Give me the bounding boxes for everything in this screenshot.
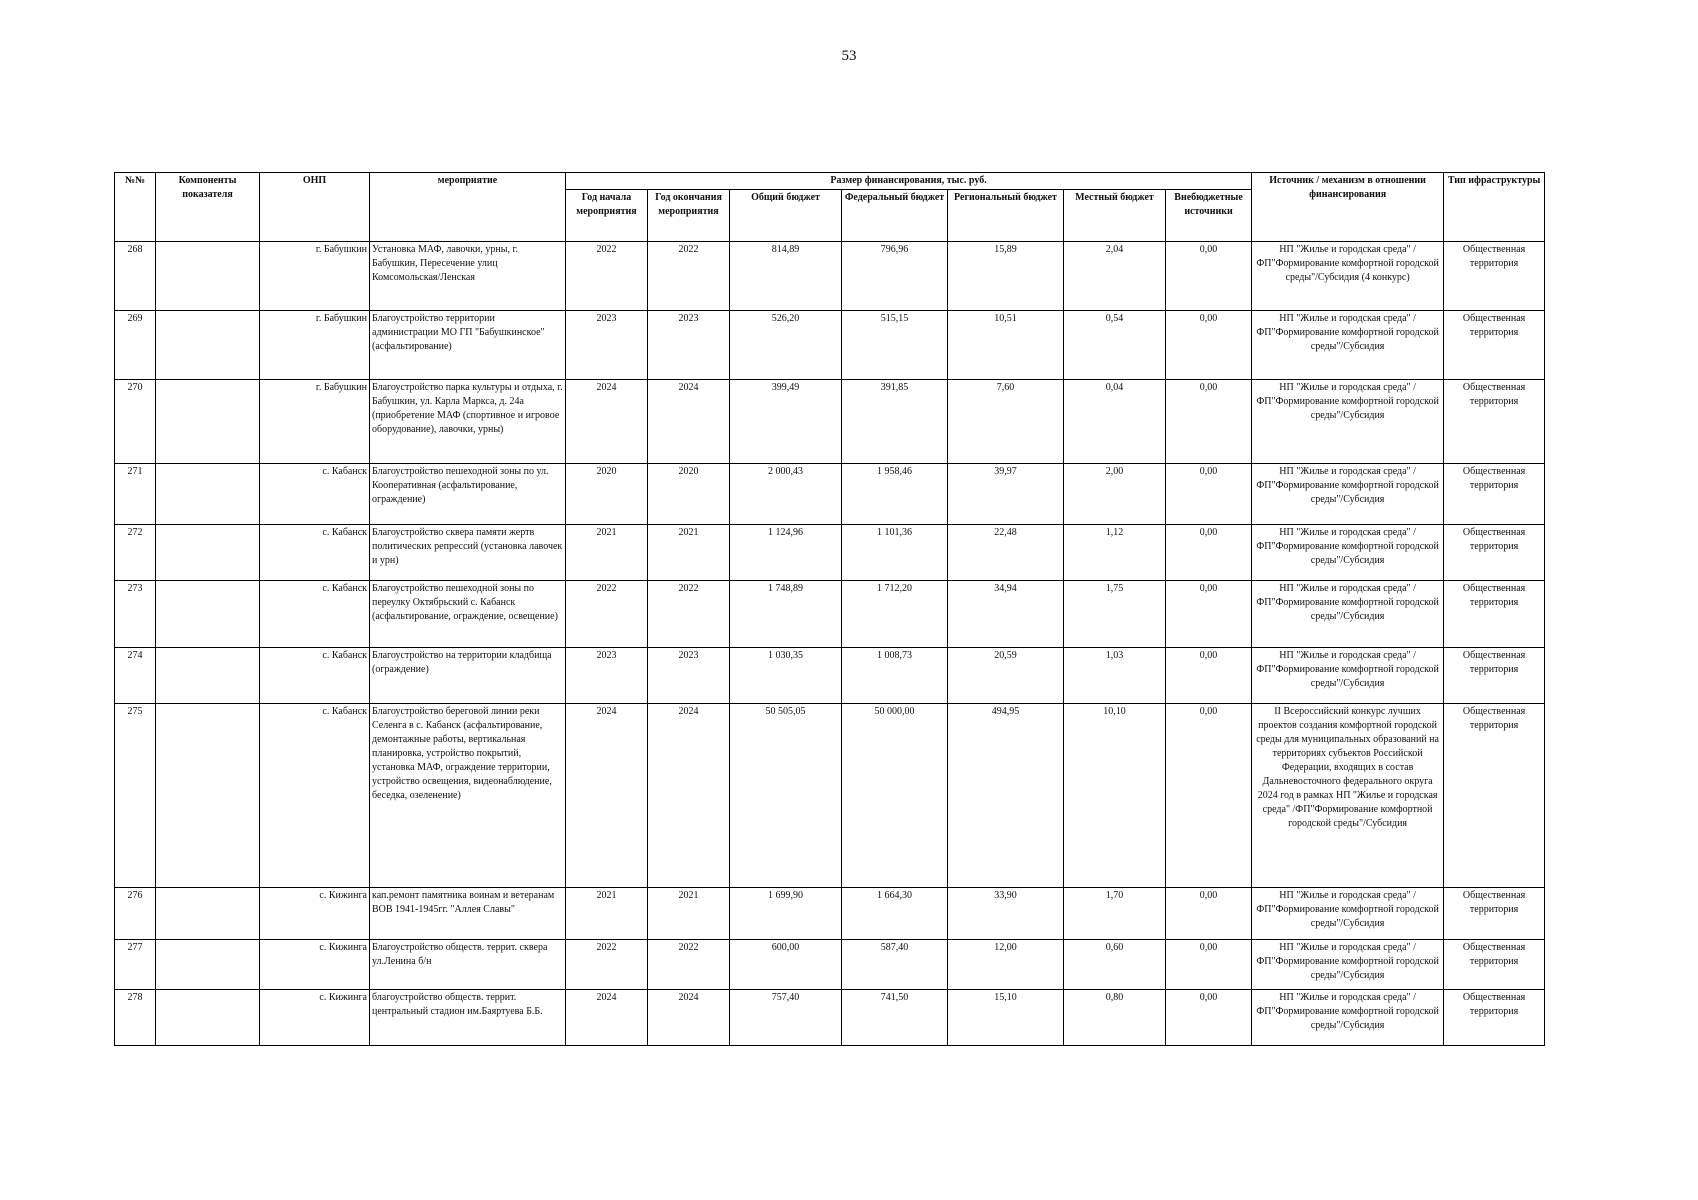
- row-regional: 34,94: [948, 581, 1064, 648]
- row-num: 271: [115, 464, 156, 525]
- row-num: 273: [115, 581, 156, 648]
- row-onp: г. Бабушкин: [260, 242, 370, 311]
- row-local: 0,80: [1064, 990, 1166, 1046]
- row-year-end: 2021: [648, 525, 730, 581]
- table-row: [115, 525, 1545, 581]
- row-federal: 796,96: [842, 242, 948, 311]
- header-num: №№: [115, 173, 156, 242]
- header-event: мероприятие: [370, 173, 566, 242]
- row-extra: 0,00: [1166, 464, 1252, 525]
- row-year-end: 2020: [648, 464, 730, 525]
- row-year-start: 2024: [566, 380, 648, 464]
- row-num: 276: [115, 888, 156, 940]
- table-row: [115, 990, 1545, 1046]
- row-local: 0,60: [1064, 940, 1166, 990]
- row-onp: с. Кабанск: [260, 525, 370, 581]
- row-year-start: 2022: [566, 242, 648, 311]
- row-year-start: 2022: [566, 940, 648, 990]
- row-event: Благоустройство пешеходной зоны по ул. Кооперативная (асфальтирование, ограждение): [370, 464, 566, 525]
- row-year-end: 2023: [648, 311, 730, 380]
- row-regional: 33,90: [948, 888, 1064, 940]
- header-infra-type: Тип ифраструктуры: [1444, 173, 1545, 242]
- row-year-start: 2024: [566, 704, 648, 888]
- row-year-start: 2023: [566, 648, 648, 704]
- row-total: 1 030,35: [730, 648, 842, 704]
- row-local: 1,75: [1064, 581, 1166, 648]
- header-year-end: Год окончания мероприятия: [648, 190, 730, 242]
- row-local: 2,04: [1064, 242, 1166, 311]
- row-total: 1 124,96: [730, 525, 842, 581]
- row-num: 274: [115, 648, 156, 704]
- header-source: Источник / механизм в отношении финансирования: [1252, 173, 1444, 242]
- row-onp: с. Кабанск: [260, 648, 370, 704]
- row-event: Благоустройство на территории кладбища (ограждение): [370, 648, 566, 704]
- row-components: [156, 242, 260, 311]
- row-event: Благоустройство береговой линии реки Селенга в с. Кабанск (асфальтирование, демонтажные работы, вертикальная планировка, устройство покрытий, установка МАФ, ограждение территории, устройство освещения, видеонаблюдение, беседка, озеленение): [370, 704, 566, 888]
- row-source: НП "Жилье и городская среда" /ФП"Формирование комфортной городской среды"/Субсидия: [1252, 311, 1444, 380]
- row-event: кап.ремонт памятника воинам и ветеранам ВОВ 1941-1945гг. "Аллея Славы": [370, 888, 566, 940]
- row-infra-type: Общественная территория: [1444, 990, 1545, 1046]
- row-source: НП "Жилье и городская среда" /ФП"Формирование комфортной городской среды"/Субсидия: [1252, 888, 1444, 940]
- row-federal: 515,15: [842, 311, 948, 380]
- row-federal: 1 712,20: [842, 581, 948, 648]
- row-federal: 1 008,73: [842, 648, 948, 704]
- row-source: НП "Жилье и городская среда" /ФП"Формирование комфортной городской среды"/Субсидия: [1252, 380, 1444, 464]
- row-regional: 15,10: [948, 990, 1064, 1046]
- row-extra: 0,00: [1166, 380, 1252, 464]
- row-infra-type: Общественная территория: [1444, 704, 1545, 888]
- row-extra: 0,00: [1166, 581, 1252, 648]
- row-infra-type: Общественная территория: [1444, 464, 1545, 525]
- table-row: [115, 648, 1545, 704]
- table-row: [115, 464, 1545, 525]
- row-components: [156, 990, 260, 1046]
- row-components: [156, 704, 260, 888]
- row-num: 277: [115, 940, 156, 990]
- row-extra: 0,00: [1166, 940, 1252, 990]
- row-event: Благоустройство парка культуры и отдыха, г. Бабушкин, ул. Карла Маркса, д. 24а (приобретение МАФ (спортивное и игровое оборудование), лавочки, урны): [370, 380, 566, 464]
- row-source: НП "Жилье и городская среда" /ФП"Формирование комфортной городской среды"/Субсидия: [1252, 990, 1444, 1046]
- row-infra-type: Общественная территория: [1444, 525, 1545, 581]
- header-extra: Внебюджетные источники: [1166, 190, 1252, 242]
- table-row: [115, 380, 1545, 464]
- row-onp: с. Кабанск: [260, 704, 370, 888]
- row-components: [156, 940, 260, 990]
- table-row: [115, 704, 1545, 888]
- row-local: 1,70: [1064, 888, 1166, 940]
- row-year-start: 2021: [566, 525, 648, 581]
- row-extra: 0,00: [1166, 990, 1252, 1046]
- row-infra-type: Общественная территория: [1444, 581, 1545, 648]
- row-extra: 0,00: [1166, 242, 1252, 311]
- row-year-end: 2021: [648, 888, 730, 940]
- row-local: 2,00: [1064, 464, 1166, 525]
- table-row: [115, 242, 1545, 311]
- row-regional: 494,95: [948, 704, 1064, 888]
- row-regional: 7,60: [948, 380, 1064, 464]
- row-federal: 391,85: [842, 380, 948, 464]
- row-year-start: 2021: [566, 888, 648, 940]
- row-federal: 50 000,00: [842, 704, 948, 888]
- table-row: [115, 888, 1545, 940]
- header-federal: Федеральный бюджет: [842, 190, 948, 242]
- row-source: НП "Жилье и городская среда" /ФП"Формирование комфортной городской среды"/Субсидия: [1252, 940, 1444, 990]
- row-infra-type: Общественная территория: [1444, 940, 1545, 990]
- row-year-end: 2022: [648, 581, 730, 648]
- row-local: 1,03: [1064, 648, 1166, 704]
- row-num: 275: [115, 704, 156, 888]
- row-num: 278: [115, 990, 156, 1046]
- row-federal: 741,50: [842, 990, 948, 1046]
- row-num: 268: [115, 242, 156, 311]
- row-year-end: 2024: [648, 380, 730, 464]
- row-regional: 12,00: [948, 940, 1064, 990]
- row-year-end: 2022: [648, 940, 730, 990]
- row-source: НП "Жилье и городская среда" /ФП"Формирование комфортной городской среды"/Субсидия: [1252, 525, 1444, 581]
- row-year-end: 2022: [648, 242, 730, 311]
- row-infra-type: Общественная территория: [1444, 380, 1545, 464]
- row-onp: с. Кижинга: [260, 990, 370, 1046]
- row-num: 269: [115, 311, 156, 380]
- row-total: 50 505,05: [730, 704, 842, 888]
- row-onp: г. Бабушкин: [260, 380, 370, 464]
- row-regional: 20,59: [948, 648, 1064, 704]
- row-onp: с. Кабанск: [260, 464, 370, 525]
- header-local: Местный бюджет: [1064, 190, 1166, 242]
- header-funding-group: Размер финансирования, тыс. руб.: [566, 173, 1252, 190]
- row-local: 1,12: [1064, 525, 1166, 581]
- row-year-end: 2024: [648, 990, 730, 1046]
- row-regional: 10,51: [948, 311, 1064, 380]
- header-year-start: Год начала мероприятия: [566, 190, 648, 242]
- header-total: Общий бюджет: [730, 190, 842, 242]
- row-total: 814,89: [730, 242, 842, 311]
- row-federal: 1 664,30: [842, 888, 948, 940]
- row-extra: 0,00: [1166, 704, 1252, 888]
- row-year-end: 2023: [648, 648, 730, 704]
- table-row: [115, 311, 1545, 380]
- row-extra: 0,00: [1166, 311, 1252, 380]
- row-source: II Всероссийский конкурс лучших проектов создания комфортной городской среды для муниципальных образований на территориях субъектов Российской Федерации, входящих в состав Дальневосточного федерального округа 2024 год в рамках НП "Жилье и городская среда" /ФП"Формирование комфортной городской среды"/Субсидия: [1252, 704, 1444, 888]
- row-infra-type: Общественная территория: [1444, 242, 1545, 311]
- row-regional: 39,97: [948, 464, 1064, 525]
- table-row: [115, 581, 1545, 648]
- row-onp: с. Кижинга: [260, 940, 370, 990]
- row-event: Благоустройство сквера памяти жертв политических репрессий (установка лавочек и урн): [370, 525, 566, 581]
- row-total: 2 000,43: [730, 464, 842, 525]
- row-source: НП "Жилье и городская среда" /ФП"Формирование комфортной городской среды"/Субсидия (4 конкурс): [1252, 242, 1444, 311]
- row-event: Благоустройство обществ. террит. сквера ул.Ленина б/н: [370, 940, 566, 990]
- row-total: 399,49: [730, 380, 842, 464]
- row-event: Благоустройство пешеходной зоны по переулку Октябрьский с. Кабанск (асфальтирование, ограждение, освещение): [370, 581, 566, 648]
- row-event: Установка МАФ, лавочки, урны, г. Бабушкин, Пересечение улиц Комсомольская/Ленская: [370, 242, 566, 311]
- row-regional: 22,48: [948, 525, 1064, 581]
- header-regional: Региональный бюджет: [948, 190, 1064, 242]
- page-number: 53: [841, 48, 857, 64]
- row-components: [156, 888, 260, 940]
- row-local: 0,04: [1064, 380, 1166, 464]
- row-total: 526,20: [730, 311, 842, 380]
- header-onp: ОНП: [260, 173, 370, 242]
- row-onp: г. Бабушкин: [260, 311, 370, 380]
- row-components: [156, 648, 260, 704]
- row-event: благоустройство обществ. террит. центральный стадион им.Баяртуева Б.Б.: [370, 990, 566, 1046]
- row-infra-type: Общественная территория: [1444, 311, 1545, 380]
- row-source: НП "Жилье и городская среда" /ФП"Формирование комфортной городской среды"/Субсидия: [1252, 581, 1444, 648]
- row-infra-type: Общественная территория: [1444, 648, 1545, 704]
- row-federal: 1 101,36: [842, 525, 948, 581]
- table-row: [115, 940, 1545, 990]
- row-components: [156, 464, 260, 525]
- row-num: 272: [115, 525, 156, 581]
- row-local: 0,54: [1064, 311, 1166, 380]
- row-total: 1 748,89: [730, 581, 842, 648]
- row-components: [156, 380, 260, 464]
- row-year-start: 2024: [566, 990, 648, 1046]
- row-year-start: 2020: [566, 464, 648, 525]
- row-source: НП "Жилье и городская среда" /ФП"Формирование комфортной городской среды"/Субсидия: [1252, 648, 1444, 704]
- row-extra: 0,00: [1166, 525, 1252, 581]
- row-federal: 1 958,46: [842, 464, 948, 525]
- row-infra-type: Общественная территория: [1444, 888, 1545, 940]
- row-total: 1 699,90: [730, 888, 842, 940]
- header-components: Компоненты показателя: [156, 173, 260, 242]
- row-components: [156, 581, 260, 648]
- row-year-end: 2024: [648, 704, 730, 888]
- row-extra: 0,00: [1166, 888, 1252, 940]
- row-num: 270: [115, 380, 156, 464]
- row-components: [156, 311, 260, 380]
- row-local: 10,10: [1064, 704, 1166, 888]
- row-total: 600,00: [730, 940, 842, 990]
- row-extra: 0,00: [1166, 648, 1252, 704]
- row-onp: с. Кижинга: [260, 888, 370, 940]
- row-federal: 587,40: [842, 940, 948, 990]
- row-year-start: 2023: [566, 311, 648, 380]
- funding-table: [114, 172, 1545, 1046]
- row-source: НП "Жилье и городская среда" /ФП"Формирование комфортной городской среды"/Субсидия: [1252, 464, 1444, 525]
- row-onp: с. Кабанск: [260, 581, 370, 648]
- row-total: 757,40: [730, 990, 842, 1046]
- row-event: Благоустройство территории администрации МО ГП "Бабушкинское" (асфальтирование): [370, 311, 566, 380]
- row-components: [156, 525, 260, 581]
- row-year-start: 2022: [566, 581, 648, 648]
- row-regional: 15,89: [948, 242, 1064, 311]
